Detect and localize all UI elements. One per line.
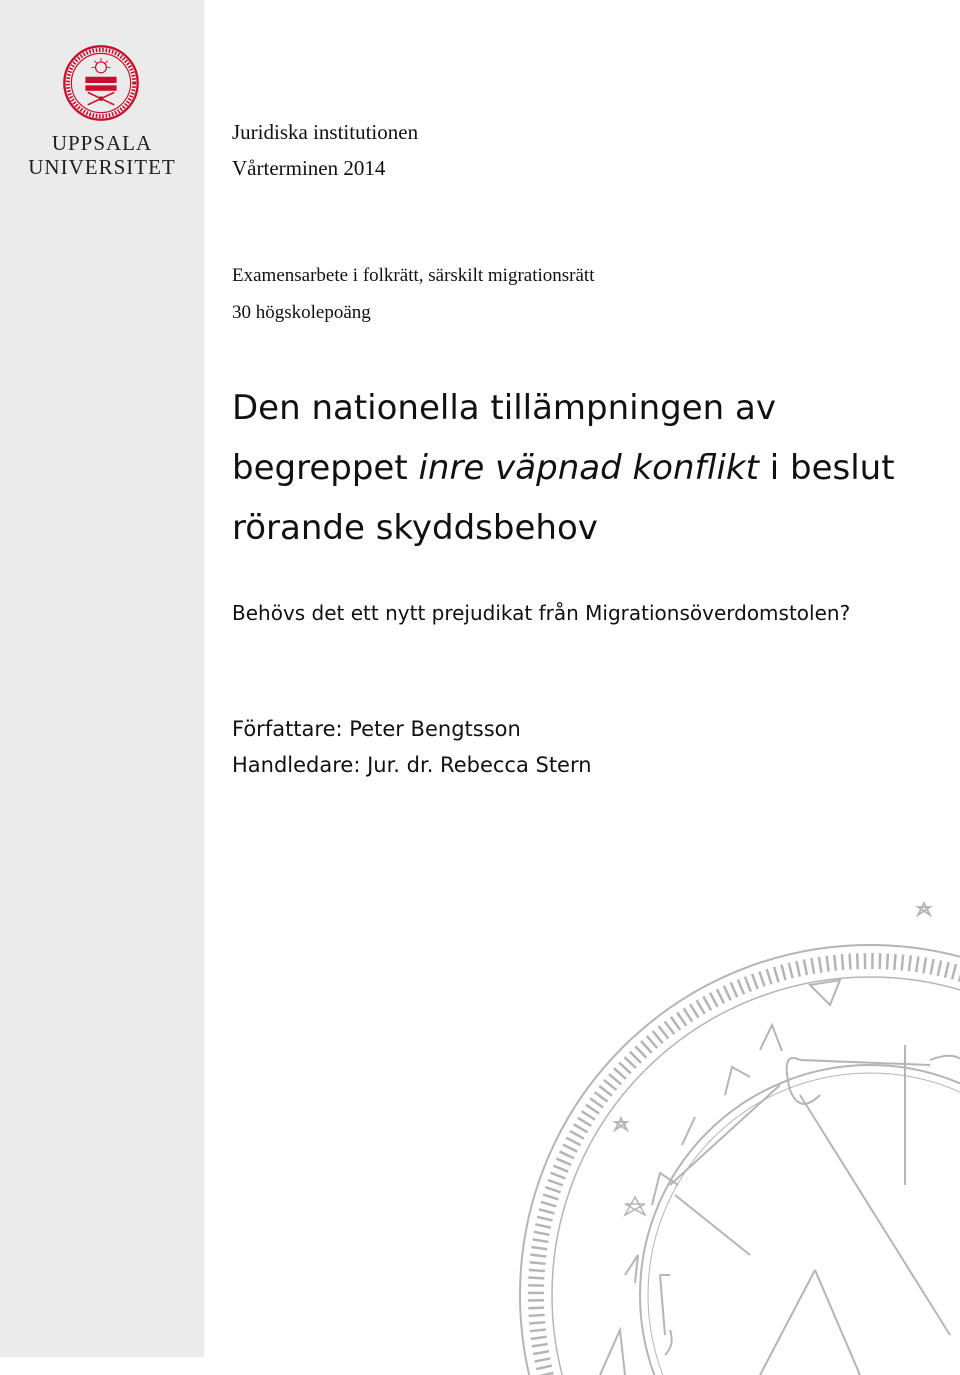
university-seal-icon — [62, 44, 140, 122]
logo-line-uppsala: UPPSALA — [51, 131, 153, 155]
title-italic-term: inre väpnad konflikt — [418, 448, 759, 488]
supervisor-line: Handledare: Jur. dr. Rebecca Stern — [232, 753, 592, 777]
course-credits: 30 högskolepoäng — [232, 302, 371, 323]
course-name: Examensarbete i folkrätt, särskilt migrationsrätt — [232, 265, 595, 286]
thesis-title-line-2 — [232, 448, 895, 488]
department-name: Juridiska institutionen — [232, 120, 419, 144]
university-logo — [0, 40, 204, 190]
left-band — [0, 0, 204, 1357]
title-line-2-tail: i beslut — [758, 448, 895, 488]
logo-line-universitet: UNIVERSITET — [28, 155, 176, 179]
watermark-seal-icon — [510, 855, 960, 1375]
thesis-title-line-3: rörande skyddsbehov — [232, 508, 598, 548]
thesis-title-line-1: Den nationella tillämpningen av — [232, 388, 776, 428]
title-line-2-lead: begreppet — [232, 448, 419, 488]
term: Vårterminen 2014 — [232, 156, 386, 180]
author-line: Författare: Peter Bengtsson — [232, 717, 521, 741]
thesis-subtitle: Behövs det ett nytt prejudikat från Migrationsöverdomstolen? — [232, 601, 851, 625]
